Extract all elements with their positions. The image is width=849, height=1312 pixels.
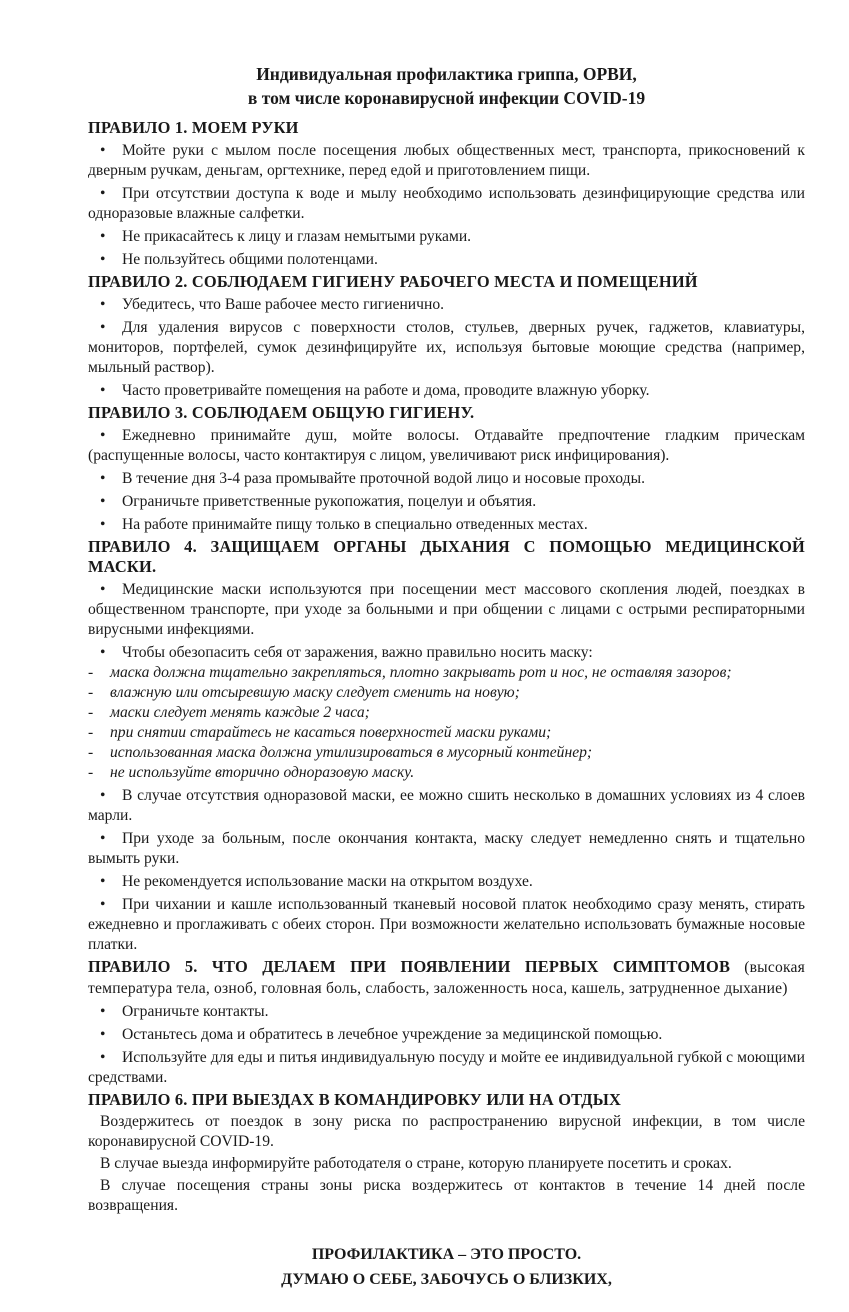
item-text: при снятии старайтесь не касаться поверхностей маски руками;	[110, 724, 552, 741]
bullet-icon: •	[100, 251, 106, 268]
title-line-2: в том числе коронавирусной инфекции COVID-19	[247, 88, 646, 108]
rule-heading	[88, 957, 805, 999]
item-text: При отсутствии доступа к воде и мылу необходимо использовать дезинфицирующие средства или одноразовые влажные салфетки.	[88, 185, 805, 222]
document-title	[88, 62, 805, 110]
rule-heading-title: ПРАВИЛО 6. ПРИ ВЫЕЗДАХ В КОМАНДИРОВКУ ИЛИ НА ОТДЫХ	[88, 1090, 622, 1109]
bullet-item	[88, 643, 805, 663]
rule-heading	[88, 1090, 805, 1110]
bullet-item	[88, 872, 805, 892]
bullet-icon: •	[100, 787, 106, 804]
paragraph	[88, 1112, 805, 1152]
bullet-icon: •	[100, 228, 106, 245]
rule-heading-title: ПРАВИЛО 4. ЗАЩИЩАЕМ ОРГАНЫ ДЫХАНИЯ С ПОМОЩЬЮ МЕДИЦИНСКОЙ МАСКИ.	[88, 537, 805, 576]
dash-icon: -	[88, 704, 94, 721]
item-text: влажную или отсыревшую маску следует сменить на новую;	[110, 684, 520, 701]
item-text: На работе принимайте пищу только в специально отведенных местах.	[122, 516, 588, 533]
bullet-item	[88, 580, 805, 640]
bullet-icon: •	[100, 1049, 106, 1066]
item-text: Не рекомендуется использование маски на открытом воздухе.	[122, 873, 533, 890]
bullet-item	[88, 469, 805, 489]
document-page	[88, 0, 805, 1312]
bullet-item	[88, 1002, 805, 1022]
bullet-item	[88, 141, 805, 181]
item-text: не используйте вторично одноразовую маску.	[110, 764, 415, 781]
bullet-item	[88, 426, 805, 466]
item-text: Часто проветривайте помещения на работе и дома, проводите влажную уборку.	[122, 382, 650, 399]
rule-section	[88, 118, 805, 270]
bullet-item	[88, 227, 805, 247]
item-text: В случае выезда информируйте работодателя о стране, которую планируете посетить и сроках.	[100, 1155, 732, 1172]
dash-item	[88, 683, 805, 703]
bullet-icon: •	[100, 581, 106, 598]
rule-heading	[88, 537, 805, 577]
item-text: Используйте для еды и питья индивидуальную посуду и мойте ее индивидуальной губкой с моющими средствами.	[88, 1049, 805, 1086]
rule-heading-note: (высокая температура тела, озноб, головная боль, слабость, заложенность носа, кашель, затрудненное дыхание)	[88, 959, 806, 997]
dash-icon: -	[88, 744, 94, 761]
bullet-item	[88, 318, 805, 378]
item-text: Ограничьте приветственные рукопожатия, поцелуи и объятия.	[122, 493, 537, 510]
rule-heading	[88, 118, 805, 138]
item-text: В течение дня 3-4 раза промывайте проточной водой лицо и носовые проходы.	[122, 470, 645, 487]
item-text: Для удаления вирусов с поверхности столов, стульев, дверных ручек, гаджетов, клавиатуры, мониторов, портфелей, сумок дезинфицируйте их, используя бытовые моющие средства (например, мыльный раствор).	[88, 319, 805, 376]
bullet-item	[88, 184, 805, 224]
rule-heading-title: ПРАВИЛО 3. СОБЛЮДАЕМ ОБЩУЮ ГИГИЕНУ.	[88, 403, 475, 422]
item-text: использованная маска должна утилизироваться в мусорный контейнер;	[110, 744, 593, 761]
footer-line-2: ДУМАЮ О СЕБЕ, ЗАБОЧУСЬ О БЛИЗКИХ,	[281, 1271, 612, 1288]
dash-item	[88, 763, 805, 783]
rule-heading-title: ПРАВИЛО 5. ЧТО ДЕЛАЕМ ПРИ ПОЯВЛЕНИИ ПЕРВЫХ СИМПТОМОВ	[88, 957, 731, 976]
item-text: При уходе за больным, после окончания контакта, маску следует немедленно снять и тщательно вымыть руки.	[88, 830, 805, 867]
paragraph	[88, 1154, 805, 1174]
item-text: Останьтесь дома и обратитесь в лечебное учреждение за медицинской помощью.	[122, 1026, 663, 1043]
bullet-item	[88, 381, 805, 401]
bullet-item	[88, 1048, 805, 1088]
item-text: При чихании и кашле использованный тканевый носовой платок необходимо сразу менять, стирать ежедневно и проглаживать с обеих сторон. При возможности желательно использовать бумажные носовые платки.	[88, 896, 805, 953]
rule-heading-title: ПРАВИЛО 2. СОБЛЮДАЕМ ГИГИЕНУ РАБОЧЕГО МЕСТА И ПОМЕЩЕНИЙ	[88, 272, 698, 291]
item-text: Мойте руки с мылом после посещения любых общественных мест, транспорта, прикосновений к дверным ручкам, деньгам, оргтехнике, перед едой и приготовлением пищи.	[88, 142, 805, 179]
rule-section	[88, 272, 805, 401]
rule-heading	[88, 403, 805, 423]
bullet-icon: •	[100, 516, 106, 533]
bullet-item	[88, 295, 805, 315]
item-text: В случае посещения страны зоны риска воздержитесь от контактов в течение 14 дней после возвращения.	[88, 1177, 805, 1214]
item-text: маски следует менять каждые 2 часа;	[110, 704, 370, 721]
rule-section	[88, 537, 805, 955]
bullet-icon: •	[100, 1026, 106, 1043]
bullet-icon: •	[100, 470, 106, 487]
bullet-icon: •	[100, 873, 106, 890]
footer-slogan	[88, 1242, 805, 1292]
bullet-icon: •	[100, 493, 106, 510]
bullet-icon: •	[100, 185, 106, 202]
item-text: Медицинские маски используются при посещении мест массового скопления людей, поездках в общественном транспорте, при уходе за больными и при общении с лицами с острыми респираторными вирусными инфекциями.	[88, 581, 805, 638]
bullet-icon: •	[100, 644, 106, 661]
rule-heading-title: ПРАВИЛО 1. МОЕМ РУКИ	[88, 118, 299, 137]
item-text: Чтобы обезопасить себя от заражения, важно правильно носить маску:	[122, 644, 593, 661]
item-text: Не прикасайтесь к лицу и глазам немытыми руками.	[122, 228, 472, 245]
item-text: Ежедневно принимайте душ, мойте волосы. Отдавайте предпочтение гладким прическам (распущенные волосы, часто контактируя с лицом, увеличивают риск инфицирования).	[88, 427, 805, 464]
footer-line-1: ПРОФИЛАКТИКА – ЭТО ПРОСТО.	[311, 1246, 582, 1263]
dash-icon: -	[88, 724, 94, 741]
item-text: маска должна тщательно закрепляться, плотно закрывать рот и нос, не оставляя зазоров;	[110, 664, 732, 681]
bullet-item	[88, 786, 805, 826]
item-text: В случае отсутствия одноразовой маски, ее можно сшить несколько в домашних условиях из 4 слоев марли.	[88, 787, 805, 824]
bullet-icon: •	[100, 1003, 106, 1020]
bullet-icon: •	[100, 319, 106, 336]
rules-list	[88, 118, 805, 1216]
rule-section	[88, 403, 805, 535]
dash-item	[88, 723, 805, 743]
bullet-icon: •	[100, 296, 106, 313]
rule-heading	[88, 272, 805, 292]
bullet-item	[88, 829, 805, 869]
bullet-item	[88, 250, 805, 270]
rule-section	[88, 1090, 805, 1216]
paragraph	[88, 1176, 805, 1216]
dash-icon: -	[88, 764, 94, 781]
dash-icon: -	[88, 664, 94, 681]
bullet-item	[88, 515, 805, 535]
rule-section	[88, 957, 805, 1088]
item-text: Не пользуйтесь общими полотенцами.	[122, 251, 378, 268]
bullet-icon: •	[100, 427, 106, 444]
dash-item	[88, 703, 805, 723]
bullet-icon: •	[100, 142, 106, 159]
bullet-item	[88, 492, 805, 512]
item-text: Убедитесь, что Ваше рабочее место гигиенично.	[122, 296, 445, 313]
title-line-1: Индивидуальная профилактика гриппа, ОРВИ,	[256, 64, 637, 84]
dash-item	[88, 743, 805, 763]
dash-icon: -	[88, 684, 94, 701]
bullet-icon: •	[100, 830, 106, 847]
dash-item	[88, 663, 805, 683]
item-text: Воздержитесь от поездок в зону риска по распространению вирусной инфекции, в том числе коронавирусной COVID-19.	[88, 1113, 805, 1150]
bullet-item	[88, 895, 805, 955]
item-text: Ограничьте контакты.	[122, 1003, 269, 1020]
bullet-icon: •	[100, 896, 106, 913]
bullet-icon: •	[100, 382, 106, 399]
bullet-item	[88, 1025, 805, 1045]
